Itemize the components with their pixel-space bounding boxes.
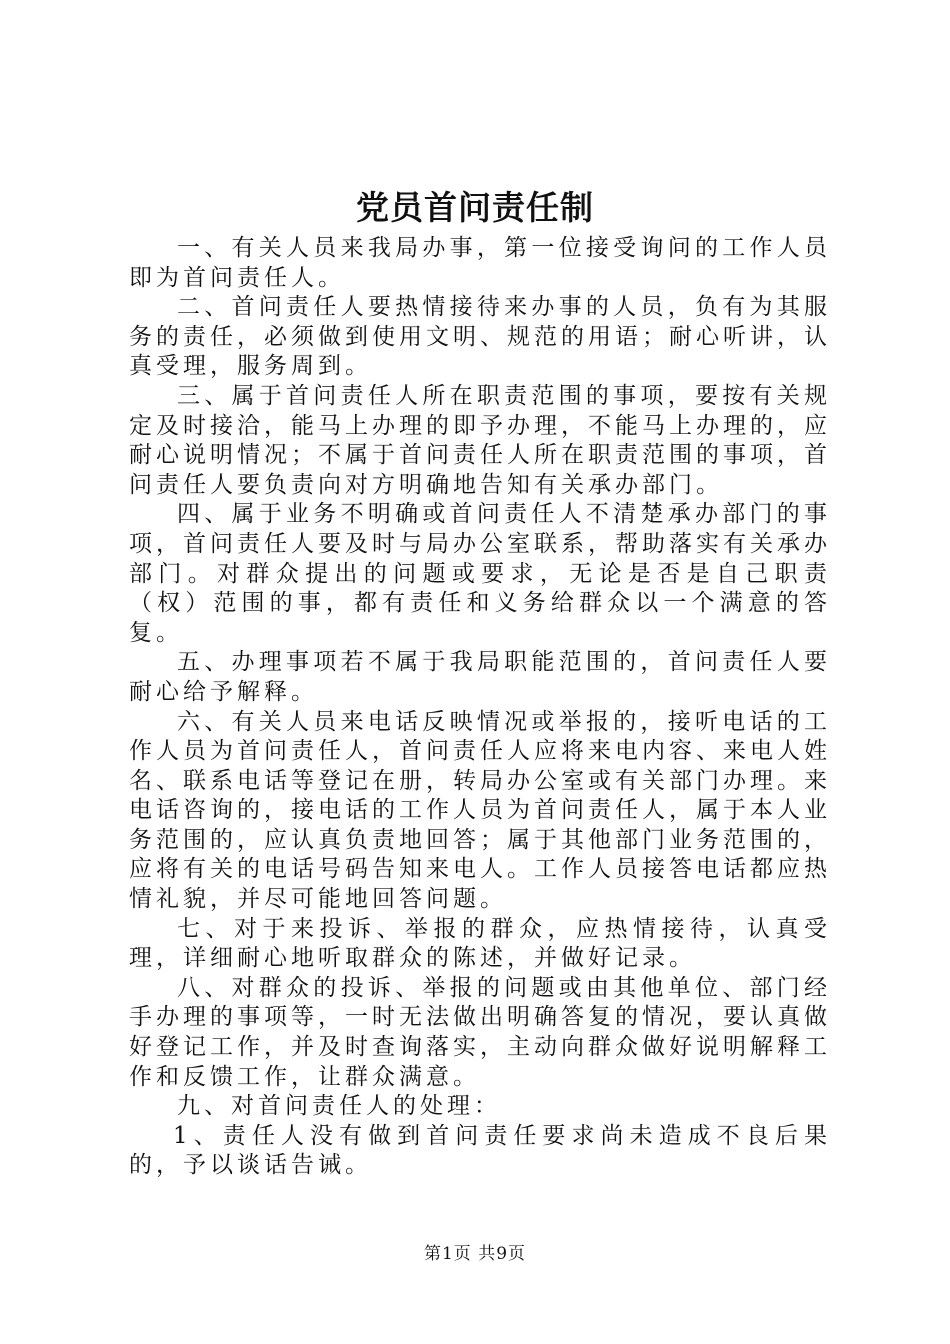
paragraph-7: 七、对于来投诉、举报的群众，应热情接待，认真受理，详细耐心地听取群众的陈述，并做好记录。	[129, 915, 831, 972]
paragraph-5: 五、办理事项若不属于我局职能范围的，首问责任人要耐心给予解释。	[129, 649, 831, 705]
paragraph-10: 1、责任人没有做到首问责任要求尚未造成不良后果的，予以谈话告诫。	[129, 1122, 831, 1179]
paragraph-8: 八、对群众的投诉、举报的问题或由其他单位、部门经手办理的事项等，一时无法做出明确答复的情况，要认真做好登记工作，并及时查询落实，主动向群众做好说明解释工作和反馈工作，让群众满意。	[129, 974, 831, 1090]
document-title: 党员首问责任制	[356, 188, 594, 227]
paragraph-1: 一、有关人员来我局办事，第一位接受询问的工作人员即为首问责任人。	[129, 235, 831, 291]
document-body	[129, 234, 831, 1181]
paragraph-9: 九、对首问责任人的处理：	[177, 1093, 501, 1120]
paragraph-4: 四、属于业务不明确或首问责任人不清楚承办部门的事项，首问责任人要及时与局办公室联系，帮助落实有关承办部门。对群众提出的问题或要求，无论是否是自己职责（权）范围的事，都有责任和义务给群众以一个满意的答复。	[129, 501, 831, 646]
page-footer: 第1页 共9页	[423, 1244, 527, 1264]
paragraph-3: 三、属于首问责任人所在职责范围的事项，要按有关规定及时接洽，能马上办理的即予办理，不能马上办理的，应耐心说明情况；不属于首问责任人所在职责范围的事项，首问责任人要负责向对方明确地告知有关承办部门。	[129, 382, 831, 498]
paragraph-6: 六、有关人员来电话反映情况或举报的，接听电话的工作人员为首问责任人，首问责任人应将来电内容、来电人姓名、联系电话等登记在册，转局办公室或有关部门办理。来电话咨询的，接电话的工作人员为首问责任人，属于本人业务范围的，应认真负责地回答；属于其他部门业务范围的，应将有关的电话号码告知来电人。工作人员接答电话都应热情礼貌，并尽可能地回答问题。	[129, 708, 831, 913]
paragraph-2: 二、首问责任人要热情接待来办事的人员，负有为其服务的责任，必须做到使用文明、规范的用语；耐心听讲，认真受理，服务周到。	[129, 294, 831, 380]
